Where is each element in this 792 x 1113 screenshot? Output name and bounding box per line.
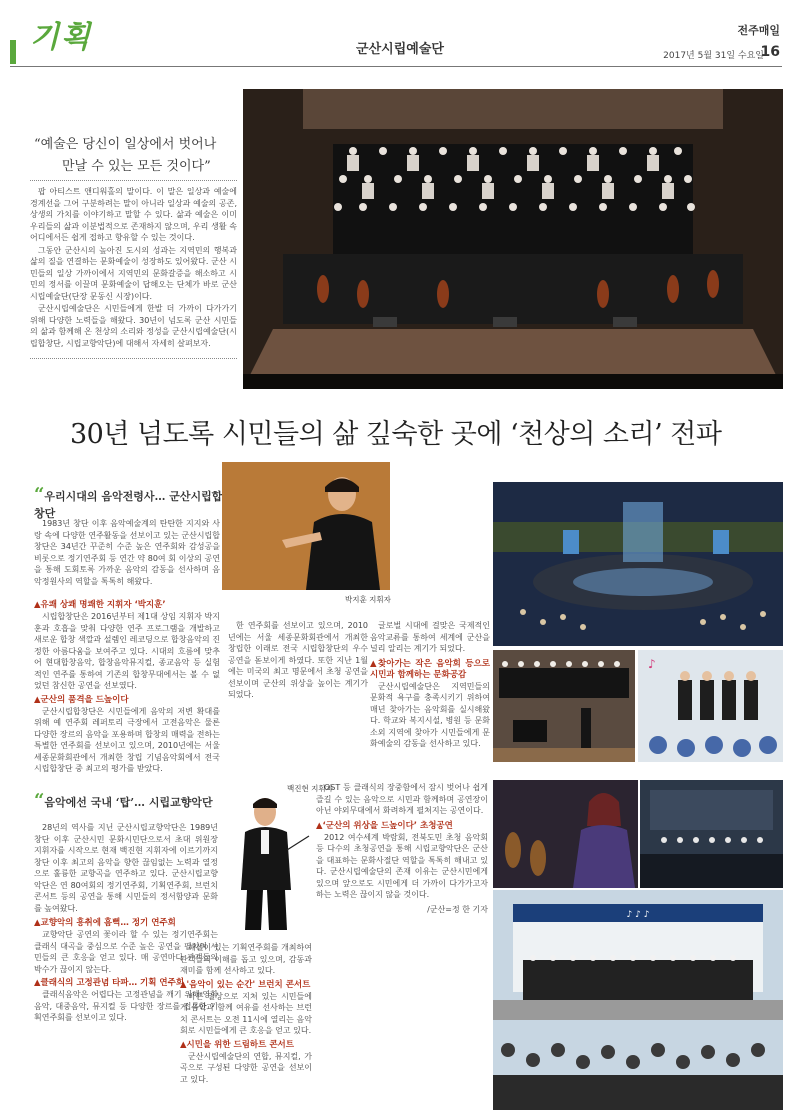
newspaper-name: 전주매일 <box>737 24 780 37</box>
body-text: 바쁜 일상으로 지쳐 있는 시민들에게 음악과 함께 여유를 선사하는 브런치 콘서트는 오전 11시에 열리는 음악회로 시민들에게 큰 호응을 얻고 있다. <box>180 991 312 1035</box>
visiting-concert-photo <box>638 650 783 762</box>
choir-body-col2 <box>228 620 368 702</box>
body-text: 군산시립예술단은 지역민들의 문화적 욕구를 충족시키기 위하여 매년 찾아가는 음악회를 실시해왔다. 학교와 복지시설, 병원 등 문화 소외 지역에 찾아가 시민들에게 문화예술의 감동을 선사하고 있다. <box>370 681 490 748</box>
subhead: ▲클래식의 고정관념 타파… 기획 연주회 <box>34 978 185 988</box>
orchestra-photo-caption: 백진현 지휘자 <box>287 784 333 793</box>
choir-intro <box>34 518 220 588</box>
issue-date: 2017년 5월 31일 수요일 <box>663 51 764 61</box>
body-text: 군산시립예술단의 연합, 뮤지컬, 가곡으로 구성된 다양한 공연을 선보이고 있다. <box>180 1051 312 1084</box>
body-text: OST 등 클래식의 장중함에서 잠시 벗어나 쉽게 즐길 수 있는 음악으로 시민과 함께하며 공연장이 아닌 야외무대에서 화려하게 펼쳐지는 공연이다. <box>316 783 488 815</box>
concert-stage-photo <box>243 89 783 389</box>
body-text: 글로벌 시대에 걸맞은 국제적인 음악교류를 통하여 세계에 군산을 널리 알리는 계기가 되었다. <box>370 621 490 653</box>
lead-intro <box>30 186 237 350</box>
masthead-rule <box>10 66 782 67</box>
subhead: ▲교향악의 흥취에 흠뻑… 정기 연주회 <box>34 918 176 928</box>
subhead: ▲유쾌 상쾌 명쾌한 지휘자 ‘박지훈’ <box>34 600 166 610</box>
page-number: 16 <box>760 44 780 60</box>
body-text: 한 연주회를 선보이고 있으며, 2010년에는 서울 세종문화회관에서 개최한 창립한 이래로 전국 시립합창단의 우수 공연을 돋보이게 하였다. 또한 지난 1월에는 미국의 최고 명문에서 초청 공연을 선보이며 군산의 위상을 높이는 계기가 되었다. <box>228 621 368 699</box>
body-text: 시립합창단은 2016년부터 제1대 상임 지휘자 박지훈과 호흡을 맞춰 다양한 연주 프로그램을 개발하고 새로운 합창 색깔과 설렘인 레코딩으로 합창음악의 진정한 아름다움을 보여주고 있다. 시대의 흐름에 맞추어 현대합창음악, 합창음악뮤지컬, 종교음악 등 실험적인 연주를 통하여 기존의 합창무대에서는 볼 수 없었던 참신한 공연을 선보였다. <box>34 612 220 690</box>
orchestra-title-text: 음악에선 국내 ‘탑’… 시립교향악단 <box>44 796 213 809</box>
outdoor-night-concert-photo <box>493 482 783 646</box>
quote-mark-icon: “ <box>34 790 45 811</box>
subhead: ▲시민을 위한 드림하트 콘서트 <box>180 1039 294 1050</box>
subhead: ▲‘군산의 위상을 드높이다’ 초청공연 <box>316 820 453 831</box>
body-text: 클래식음악은 어렵다는 고정관념을 깨기 위해 영화음악, 대중음악, 뮤지컬 등 다양한 장르를 접목한 기획연주회를 선보이고 있다. <box>34 990 218 1022</box>
orchestra-conductor-photo <box>215 790 311 936</box>
body-text: 해설이 있는 기획연주회를 개최하여 관객들의 이해를 돕고 있으며, 감동과 재미를 함께 선사하고 있다. <box>180 943 312 975</box>
divider <box>30 358 237 359</box>
lead-paragraph: 그동안 군산시의 높아진 도시의 성과는 지역민의 행복과 삶의 질을 연결하는 문화예술이 성장하도 있어왔다. 군산 시민들의 일상 가까이에서 지역민의 문화갈증을 해소하고 시민의 정서를 이끌며 문화예술이 답해오는 단체가 바로 군산시립예술단(단장 문동신 시장)이다. <box>30 245 237 301</box>
byline: /군산=정 한 기자 <box>427 904 488 914</box>
lead-paragraph: 팝 아티스트 앤디워홀의 말이다. 이 말은 일상과 예술에 경계선을 그어 구분하려는 말이 아니라 일상과 예술의 공존, 상생의 가치를 이야기하고 말할 수 있다. 삶과 예술은 이미 우리들의 삶과 이분법적으로 존재하지 않으며, 우리 생활 속 어디에서든 쉽게 접하고 향유할 수 있는 것이다. <box>30 187 237 242</box>
subhead: ▲'음악이 있는 순간' 브런치 콘서트 <box>180 979 311 990</box>
svg-text:♪ ♪ ♪: ♪ ♪ ♪ <box>626 910 650 920</box>
orchestra-body-col2 <box>180 942 312 1086</box>
lead-quote <box>34 134 234 178</box>
orchestra-body-col3 <box>316 782 488 915</box>
choir-body-col1 <box>34 600 220 776</box>
body-text: 28년의 역사를 지닌 군산시립교향악단은 1989년 창단 이후 군산시민 문화시민단으로서 초대 위원장 지휘자를 시작으로 현재 백진현 지휘자에 이르기까지 창단 이후 최고의 음악을 향한 끊임없는 노력과 열정으로 훌륭한 교향곡을 연주하고 있다. 군산시립교향악단은 연 80여회의 정기연주회, 기획연주회, 브런치 콘서트 등의 공연을 통해 시민들의 정서함양과 문화를 높여왔다. <box>34 823 218 913</box>
choir-photo-caption: 박지훈 지휘자 <box>345 595 391 604</box>
choir-section-title <box>34 484 224 521</box>
outdoor-orchestra-photo <box>493 890 783 1110</box>
orchestra-hall-photo <box>640 780 783 888</box>
svg-text:♪: ♪ <box>648 657 656 671</box>
choir-title-text: 우리시대의 음악전령사… 군산시립합창단 <box>34 490 223 520</box>
body-text: 교향악단 공연의 꽃이라 할 수 있는 정기연주회는 클래식 대곡을 중심으로 수준 높은 공연을 펼치며 시민들의 큰 호응을 얻고 있다. 매 공연마다 관객들의 박수가 끊이지 않는다. <box>34 930 218 974</box>
choir-intro-text: 1983년 창단 이후 음악예술계의 탄탄한 지지와 사랑 속에 다양한 연주활동을 선보이고 있는 군산시립합창단은 34년간 꾸준히 수준 높은 연주회와 감성공을 비롯으로 정기연주회 등 연간 약 80여 회 이상의 공연을 통해 도회토록 가까운 음악의 감동을 선사하며 음악정원사의 역할을 톡톡히 해왔다. <box>34 519 220 586</box>
section-title: 군산시립예술단 <box>356 42 444 57</box>
subhead: ▲찾아가는 작은 음악회 등으로 시민과 함께하는 문화공감 <box>370 658 490 680</box>
lead-paragraph: 군산시립예술단은 시민들에게 한발 더 가까이 다가가기 위해 다양한 노력들을 해왔다. 30년이 넘도록 군산 시민들의 삶과 함께해 온 천상의 소리와 정성을 군산시립예술단(시립합창단, 시립교향악단)에 대해서 자세히 살펴보자. <box>30 304 237 348</box>
subhead: ▲군산의 품격을 드높이다 <box>34 694 129 705</box>
section-logo: 기획 <box>30 20 92 55</box>
choir-conductor-photo <box>222 462 390 590</box>
masthead-accent-bar <box>10 40 16 64</box>
choir-performance-photo <box>493 650 635 762</box>
main-headline: 30년 넘도록 시민들의 삶 깊숙한 곳에 ‘천상의 소리’ 전파 <box>70 419 722 450</box>
divider <box>30 180 237 181</box>
body-text: 2012 여수세계 박람회, 전북도민 초청 음악회 등 다수의 초청공연을 통해 시립교향악단은 군산을 대표하는 문화사절단 역할을 톡톡히 해내고 있다. 군산시립예술단의 존재 이유는 군산시민에게 있으며 앞으로도 시민에게 더 가까이 다가가고자 하는 노력은 끊이지 않을 것이다. <box>316 832 488 899</box>
singer-concert-photo <box>493 780 638 888</box>
orchestra-section-title <box>34 790 224 811</box>
quote-mark-icon: “ <box>34 484 45 505</box>
body-text: 군산시립합창단은 시민들에게 음악의 저변 확대를 위해 예 연주회 레퍼토리 극장에서 고전음악은 물론 다양한 장르의 음악을 포용하며 합창의 매력을 전하는 특별한 연주회를 선보이고 있으며, 2010년에는 서울 세종문화회관에서 개최한 창립 기념음악회에서 전국 시립합창단 중 최고의 평가를 받았다. <box>34 706 220 773</box>
lead-quote-line2: 만날 수 있는 모든 것이다” <box>62 159 211 174</box>
choir-body-col3 <box>370 620 490 751</box>
lead-quote-line1: “예술은 당신이 일상에서 벗어나 <box>34 137 217 152</box>
